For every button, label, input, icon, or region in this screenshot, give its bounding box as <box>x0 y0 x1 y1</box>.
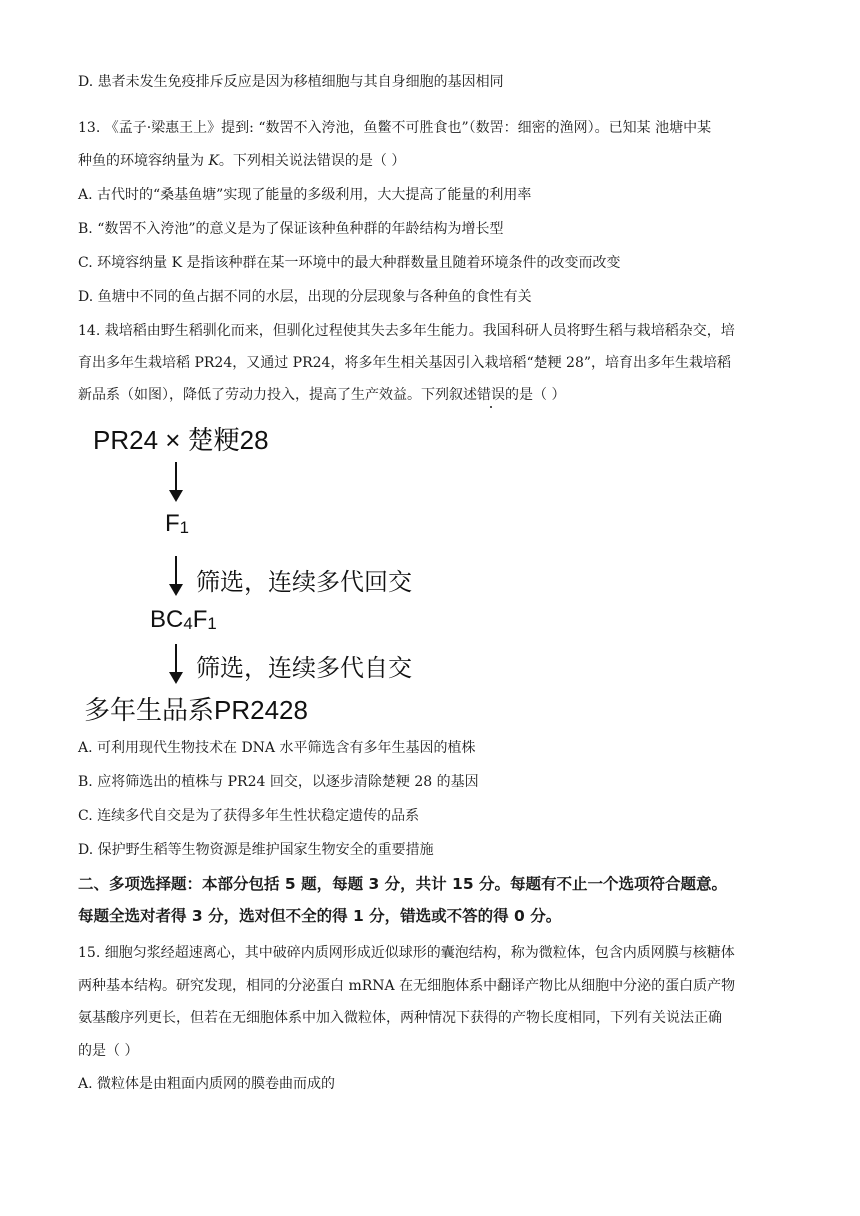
diagram-result: 多年生品系PR2428 <box>84 695 308 725</box>
diagram-step-selfcross: 筛选，连续多代自交 <box>196 655 412 682</box>
q14-option-b: B. 应将筛选出的植株与 PR24 回交，以逐步清除楚粳 28 的基因 <box>78 774 479 790</box>
q14-option-d: D. 保护野生稻等生物资源是维护国家生物安全的重要措施 <box>78 842 434 858</box>
arrow-down-icon <box>169 462 183 502</box>
q15-stem-line1: 15. 细胞匀浆经超速离心，其中破碎内质网形成近似球形的囊泡结构，称为微粒体，包含内质网膜与核糖体 <box>78 945 735 961</box>
q14-option-a: A. 可利用现代生物技术在 DNA 水平筛选含有多年生基因的植株 <box>78 740 476 756</box>
q13-stem-text-a: 种鱼的环境容纳量为 <box>78 153 209 169</box>
diagram-step-backcross: 筛选，连续多代回交 <box>196 569 412 596</box>
q12-option-d: D. 患者未发生免疫排斥反应是因为移植细胞与其自身细胞的基因相同 <box>78 74 504 90</box>
q14-stem-line3 <box>78 385 565 405</box>
diagram-bc4f1 <box>150 606 217 634</box>
bc-subscript: 4 <box>183 613 193 633</box>
q15-stem-line4: 的是（ ） <box>78 1043 139 1059</box>
q15-stem-line2: 两种基本结构。研究发现，相同的分泌蛋白 mRNA 在无细胞体系中翻译产物比从细胞中分泌的蛋白质产物 <box>78 978 736 994</box>
q14-emphasis-wrong: 错误 <box>477 387 505 403</box>
q13-stem-line1: 13. 《孟子·梁惠王上》提到: “数罟不入洿池，鱼鳖不可胜食也”（数罟：细密的渔网）。已知某 池塘中某 <box>78 120 712 136</box>
bc-f-subscript: 1 <box>207 613 217 633</box>
arrow-down-icon <box>169 556 183 596</box>
bc-f-letter: F <box>192 606 208 633</box>
q13-option-b: B. “数罟不入洿池”的意义是为了保证该种鱼种群的年龄结构为增长型 <box>78 221 504 237</box>
q15-option-a: A. 微粒体是由粗面内质网的膜卷曲而成的 <box>78 1076 336 1092</box>
q14-stem-text-a: 新品系（如图），降低了劳动力投入，提高了生产效益。下列叙述 <box>78 387 477 403</box>
q13-stem-line2 <box>78 151 405 171</box>
section2-heading-line2: 每题全选对者得 3 分，选对但不全的得 1 分，错选或不答的得 0 分。 <box>78 907 562 925</box>
q14-stem-text-b: 的是（ ） <box>505 387 566 403</box>
f1-letter: F <box>165 510 180 537</box>
q14-option-c: C. 连续多代自交是为了获得多年生性状稳定遗传的品系 <box>78 808 420 824</box>
q13-k-symbol: K <box>208 153 219 169</box>
q13-stem-text-b: 。下列相关说法错误的是（ ） <box>218 153 406 169</box>
q13-option-c: C. 环境容纳量 K 是指该种群在某一环境中的最大种群数量且随着环境条件的改变而改变 <box>78 255 621 271</box>
diagram-f1 <box>165 510 189 538</box>
diagram-cross: PR24 × 楚粳28 <box>93 425 269 455</box>
bc-letters: BC <box>150 606 184 633</box>
section2-heading-line1: 二、多项选择题：本部分包括 5 题，每题 3 分，共计 15 分。每题有不止一个选项符合题意。 <box>78 875 728 893</box>
arrow-down-icon <box>169 644 183 684</box>
f1-subscript: 1 <box>179 517 190 537</box>
q14-stem-line2: 育出多年生栽培稻 PR24，又通过 PR24，将多年生相关基因引入栽培稻“楚粳 28”，培育出多年生栽培稻 <box>78 355 732 371</box>
q14-stem-line1: 14. 栽培稻由野生稻驯化而来，但驯化过程使其失去多年生能力。我国科研人员将野生稻与栽培稻杂交，培 <box>78 323 735 339</box>
q13-option-a: A. 古代时的“桑基鱼塘”实现了能量的多级利用，大大提高了能量的利用率 <box>78 187 532 203</box>
q15-stem-line3: 氨基酸序列更长，但若在无细胞体系中加入微粒体，两种情况下获得的产物长度相同，下列有关说法正确 <box>78 1010 722 1026</box>
q13-option-d: D. 鱼塘中不同的鱼占据不同的水层，出现的分层现象与各种鱼的食性有关 <box>78 289 532 305</box>
